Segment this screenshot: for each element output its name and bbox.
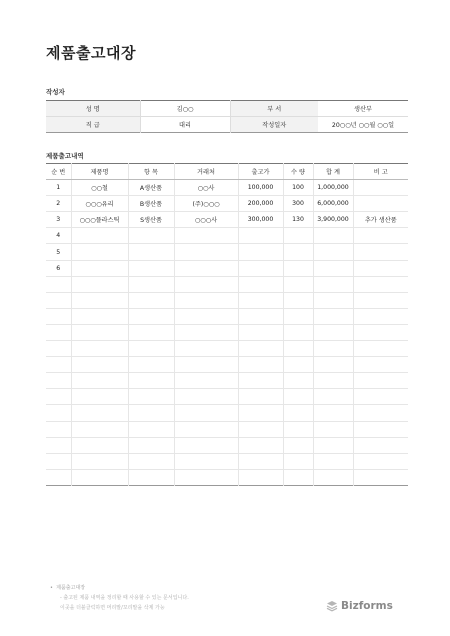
column-header: 항 목 — [128, 164, 174, 180]
table-row — [46, 292, 408, 308]
table-cell — [353, 308, 408, 324]
table-cell — [238, 324, 283, 340]
table-cell — [353, 405, 408, 421]
table-cell: 5 — [46, 244, 71, 260]
table-cell: ○○철 — [71, 180, 128, 196]
table-cell — [46, 324, 71, 340]
table-cell — [283, 244, 313, 260]
table-row — [46, 324, 408, 340]
table-cell — [238, 421, 283, 437]
table-cell: 130 — [283, 212, 313, 228]
table-cell — [353, 196, 408, 212]
table-cell — [353, 437, 408, 453]
author-table — [46, 100, 408, 133]
table-cell — [128, 308, 174, 324]
table-row — [46, 260, 408, 276]
table-row — [46, 341, 408, 357]
table-cell — [174, 469, 238, 485]
table-cell — [128, 260, 174, 276]
table-cell — [46, 276, 71, 292]
table-cell — [174, 244, 238, 260]
table-cell — [174, 437, 238, 453]
table-row — [46, 421, 408, 437]
table-cell — [128, 324, 174, 340]
table-cell — [71, 437, 128, 453]
table-cell — [313, 373, 353, 389]
table-cell: 100,000 — [238, 180, 283, 196]
items-section-heading: 제품출고내역 — [46, 152, 84, 160]
table-row — [46, 180, 408, 196]
column-header: 출고가 — [238, 164, 283, 180]
table-cell: 100 — [283, 180, 313, 196]
table-cell — [283, 437, 313, 453]
table-row — [46, 276, 408, 292]
table-cell — [283, 405, 313, 421]
table-cell: (주)○○○ — [174, 196, 238, 212]
table-cell — [283, 389, 313, 405]
table-cell — [71, 292, 128, 308]
table-cell — [238, 389, 283, 405]
table-cell — [283, 276, 313, 292]
table-cell — [238, 228, 283, 244]
table-cell — [238, 357, 283, 373]
table-row — [46, 228, 408, 244]
table-row — [46, 244, 408, 260]
column-header: 비 고 — [353, 164, 408, 180]
table-cell: 1,000,000 — [313, 180, 353, 196]
table-cell — [174, 341, 238, 357]
table-cell — [313, 324, 353, 340]
table-cell — [313, 260, 353, 276]
table-cell: ○○○사 — [174, 212, 238, 228]
table-cell: 4 — [46, 228, 71, 244]
table-row — [46, 373, 408, 389]
table-cell — [71, 469, 128, 485]
table-cell — [128, 244, 174, 260]
table-cell — [46, 308, 71, 324]
table-cell — [71, 324, 128, 340]
author-label: 직 급 — [46, 117, 140, 133]
items-table — [46, 163, 408, 486]
table-row — [46, 357, 408, 373]
table-cell — [238, 453, 283, 469]
table-cell — [71, 405, 128, 421]
table-cell — [128, 373, 174, 389]
table-cell: 3 — [46, 212, 71, 228]
table-cell — [128, 405, 174, 421]
table-cell — [128, 292, 174, 308]
table-cell — [46, 453, 71, 469]
table-cell — [174, 228, 238, 244]
table-cell: ○○○플라스틱 — [71, 212, 128, 228]
table-cell — [353, 469, 408, 485]
footer-note — [50, 583, 189, 613]
table-cell — [283, 453, 313, 469]
table-cell — [174, 308, 238, 324]
table-cell — [71, 373, 128, 389]
table-cell — [238, 469, 283, 485]
table-cell — [46, 341, 71, 357]
table-cell: A생산품 — [128, 180, 174, 196]
table-cell: 200,000 — [238, 196, 283, 212]
table-cell: S생산품 — [128, 212, 174, 228]
table-cell — [313, 421, 353, 437]
table-cell — [128, 276, 174, 292]
table-cell — [313, 437, 353, 453]
table-cell — [238, 244, 283, 260]
bizforms-logo-text: Bizforms — [341, 600, 393, 612]
table-cell — [174, 260, 238, 276]
table-cell: B생산품 — [128, 196, 174, 212]
table-cell — [283, 357, 313, 373]
table-row — [46, 196, 408, 212]
table-cell: 300 — [283, 196, 313, 212]
table-cell — [283, 228, 313, 244]
table-cell — [174, 389, 238, 405]
table-cell: 6 — [46, 260, 71, 276]
table-row — [46, 212, 408, 228]
author-label: 부 서 — [230, 101, 318, 117]
table-cell — [353, 341, 408, 357]
table-cell — [353, 453, 408, 469]
column-header: 순 번 — [46, 164, 71, 180]
table-cell — [238, 292, 283, 308]
table-cell — [174, 324, 238, 340]
table-cell — [71, 276, 128, 292]
table-cell — [128, 357, 174, 373]
table-cell — [313, 357, 353, 373]
table-cell — [46, 421, 71, 437]
table-cell — [283, 341, 313, 357]
table-cell — [46, 292, 71, 308]
table-cell — [238, 276, 283, 292]
footer-bullet-title: • 제품출고대장 — [50, 585, 86, 591]
table-cell — [313, 308, 353, 324]
table-cell — [46, 389, 71, 405]
table-cell — [313, 405, 353, 421]
table-cell — [71, 244, 128, 260]
table-cell — [283, 324, 313, 340]
table-cell — [71, 453, 128, 469]
author-value: 생산부 — [318, 101, 408, 117]
table-cell — [46, 469, 71, 485]
column-header: 합 계 — [313, 164, 353, 180]
table-cell — [313, 292, 353, 308]
table-cell: ○○사 — [174, 180, 238, 196]
table-cell — [283, 260, 313, 276]
table-cell — [353, 373, 408, 389]
author-value: 20○○년 ○○월 ○○일 — [331, 122, 395, 129]
table-cell — [71, 421, 128, 437]
author-row — [46, 101, 408, 117]
table-cell — [353, 324, 408, 340]
table-cell — [313, 244, 353, 260]
table-cell — [353, 228, 408, 244]
author-value: 대리 — [140, 117, 230, 133]
table-cell — [353, 389, 408, 405]
table-row — [46, 389, 408, 405]
table-cell — [238, 260, 283, 276]
table-row — [46, 308, 408, 324]
table-cell — [174, 373, 238, 389]
table-cell — [313, 276, 353, 292]
table-cell — [283, 292, 313, 308]
table-cell — [353, 276, 408, 292]
author-label: 작성일자 — [230, 117, 318, 133]
table-cell — [174, 357, 238, 373]
table-cell — [174, 292, 238, 308]
table-cell — [71, 308, 128, 324]
bizforms-logo-icon — [326, 600, 338, 612]
table-cell — [174, 276, 238, 292]
table-cell — [283, 373, 313, 389]
table-cell: 1 — [46, 180, 71, 196]
table-cell — [313, 228, 353, 244]
table-row — [46, 405, 408, 421]
table-cell: 300,000 — [238, 212, 283, 228]
table-cell — [71, 341, 128, 357]
table-cell — [238, 373, 283, 389]
table-cell — [128, 437, 174, 453]
table-cell — [174, 453, 238, 469]
table-cell — [128, 228, 174, 244]
table-cell — [128, 469, 174, 485]
table-cell — [46, 405, 71, 421]
table-cell: 2 — [46, 196, 71, 212]
table-cell — [353, 244, 408, 260]
footer-line-1: - 출고된 제품 내역을 정리할 때 사용할 수 있는 문서입니다. — [60, 595, 189, 601]
table-cell — [283, 308, 313, 324]
column-header: 제품명 — [71, 164, 128, 180]
table-cell — [353, 421, 408, 437]
table-cell — [313, 469, 353, 485]
table-cell — [71, 357, 128, 373]
footer-line-2: 이곳을 더블클릭하면 머리말/꼬리말을 삭제 가능 — [60, 605, 165, 611]
column-header: 거래처 — [174, 164, 238, 180]
page-title: 제품출고대장 — [46, 44, 136, 62]
table-row — [46, 437, 408, 453]
table-cell — [313, 341, 353, 357]
table-cell — [353, 292, 408, 308]
table-cell: 추가 생산품 — [353, 212, 408, 228]
table-cell — [71, 228, 128, 244]
table-cell — [128, 341, 174, 357]
table-cell: ○○○유리 — [71, 196, 128, 212]
table-cell — [283, 469, 313, 485]
table-cell: 6,000,000 — [313, 196, 353, 212]
table-cell — [238, 308, 283, 324]
bizforms-logo — [326, 600, 393, 612]
table-cell — [313, 453, 353, 469]
author-label: 성 명 — [46, 101, 140, 117]
table-cell — [46, 373, 71, 389]
table-cell — [353, 180, 408, 196]
table-cell: 3,900,000 — [313, 212, 353, 228]
table-cell — [283, 421, 313, 437]
table-cell — [238, 405, 283, 421]
author-row — [46, 117, 408, 133]
table-row — [46, 453, 408, 469]
table-cell — [313, 389, 353, 405]
table-cell — [128, 453, 174, 469]
table-cell — [128, 421, 174, 437]
table-cell — [174, 421, 238, 437]
author-section-heading: 작성자 — [46, 88, 65, 96]
table-cell — [353, 357, 408, 373]
table-cell — [46, 357, 71, 373]
table-cell — [238, 437, 283, 453]
table-cell — [128, 389, 174, 405]
table-cell — [46, 437, 71, 453]
author-value: 김○○ — [140, 101, 230, 117]
table-cell — [174, 405, 238, 421]
column-header: 수 량 — [283, 164, 313, 180]
table-cell — [353, 260, 408, 276]
table-cell — [238, 341, 283, 357]
table-cell — [71, 260, 128, 276]
table-cell — [71, 389, 128, 405]
table-row — [46, 469, 408, 485]
